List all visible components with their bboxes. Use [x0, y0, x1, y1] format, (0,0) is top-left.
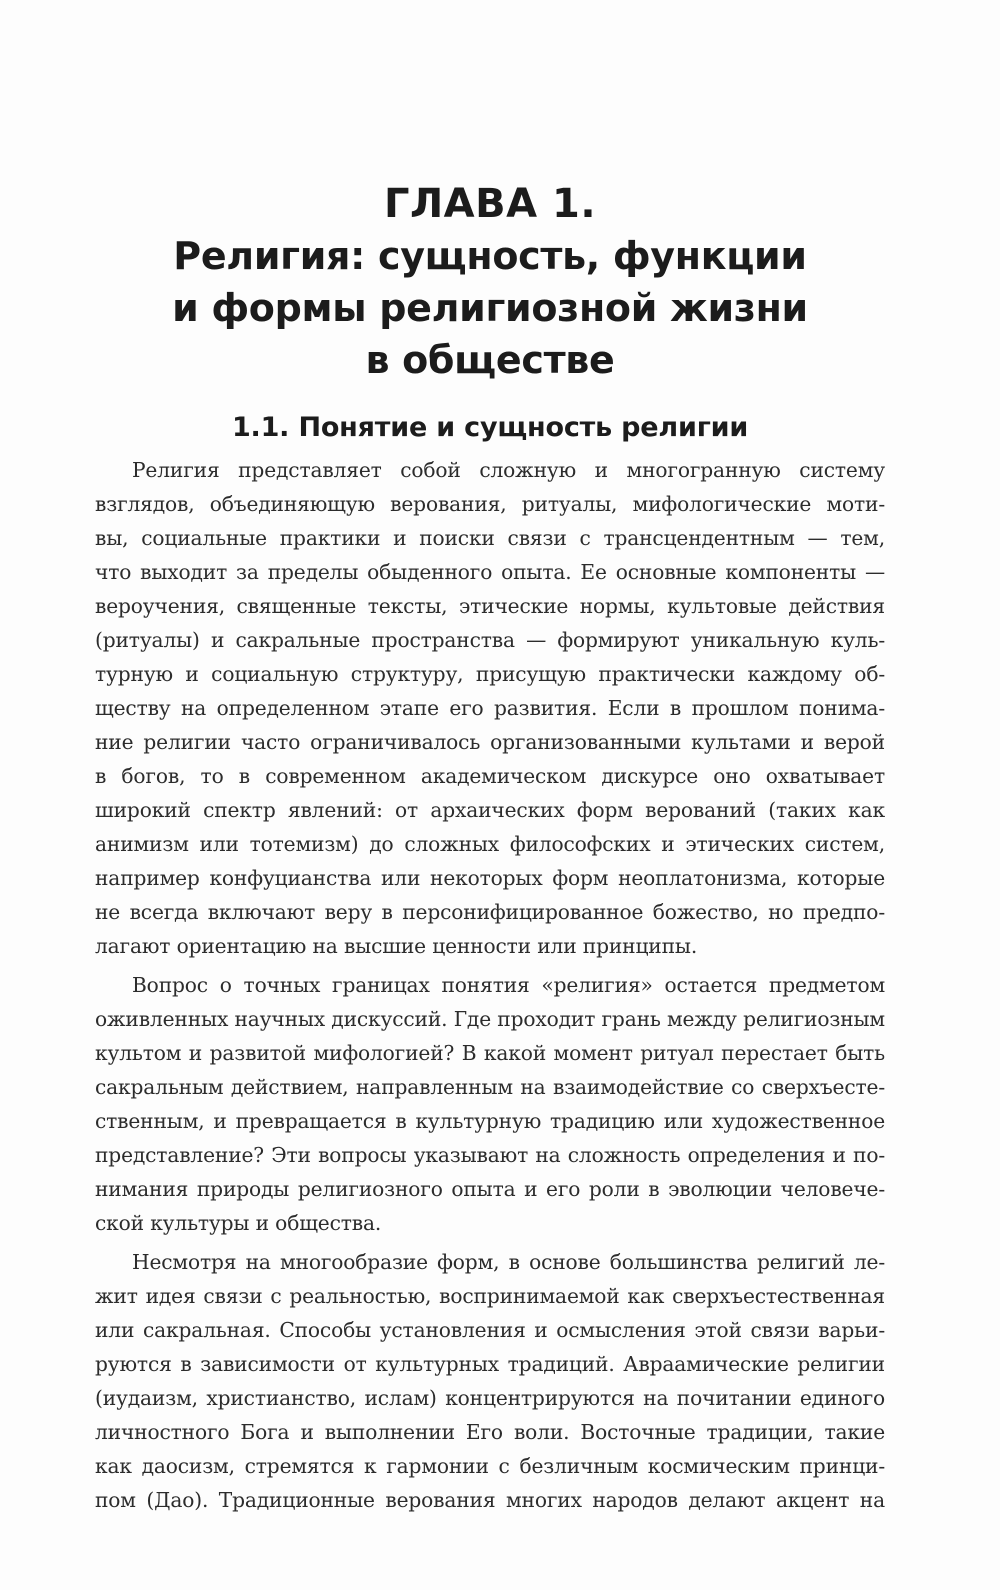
- text-line: руются в зависимости от культурных традиций. Авраамические религии: [95, 1352, 885, 1376]
- text-line: анимизм или тотемизм) до сложных философских и этических систем,: [95, 832, 885, 856]
- text-line: ственным, и превращается в культурную традицию или художественное: [95, 1109, 885, 1133]
- text-line: культом и развитой мифологией? В какой момент ритуал перестает быть: [95, 1041, 885, 1065]
- text-line: турную и социальную структуру, присущую практически каждому об-: [95, 662, 885, 686]
- text-line: что выходит за пределы обыденного опыта. Ее основные компоненты —: [95, 560, 885, 584]
- paragraph-1: [95, 453, 885, 963]
- text-line: Религия представляет собой сложную и многогранную систему: [132, 458, 885, 482]
- text-line: взглядов, объединяющую верования, ритуалы, мифологические моти-: [95, 492, 885, 516]
- text-line: лагают ориентацию на высшие ценности или принципы.: [95, 934, 698, 958]
- text-line: оживленных научных дискуссий. Где проходит грань между религиозным: [95, 1007, 885, 1031]
- text-line: вы, социальные практики и поиски связи с трансцендентным — тем,: [95, 526, 885, 550]
- text-line: ской культуры и общества.: [95, 1211, 382, 1235]
- text-line: Вопрос о точных границах понятия «религия» остается предметом: [132, 973, 885, 997]
- text-line: ние религии часто ограничивалось организованными культами и верой: [95, 730, 885, 754]
- paragraph-2: [95, 968, 885, 1240]
- text-line: Несмотря на многообразие форм, в основе большинства религий ле-: [132, 1250, 885, 1274]
- section-title: 1.1. Понятие и сущность религии: [231, 412, 749, 443]
- text-line: не всегда включают веру в персонифицированное божество, но предпо-: [95, 900, 885, 924]
- chapter-number: ГЛАВА 1.: [383, 181, 597, 227]
- text-line: ществу на определенном этапе его развития. Если в прошлом понима-: [95, 696, 885, 720]
- text-line: нимания природы религиозного опыта и его роли в эволюции человече-: [95, 1177, 885, 1201]
- text-line: например конфуцианства или некоторых форм неоплатонизма, которые: [95, 866, 885, 890]
- text-line: сакральным действием, направленным на взаимодействие со сверхъесте-: [95, 1075, 885, 1099]
- text-line: (ритуалы) и сакральные пространства — формируют уникальную куль-: [95, 628, 885, 652]
- text-line: жит идея связи с реальностью, воспринимаемой как сверхъестественная: [95, 1284, 885, 1308]
- chapter-title-line: Религия: сущность, функции: [173, 234, 807, 278]
- chapter-title-line: в обществе: [365, 338, 615, 382]
- body-text: [95, 453, 885, 1522]
- text-line: как даосизм, стремятся к гармонии с безличным космическим принци-: [95, 1454, 885, 1478]
- chapter-heading: [90, 178, 890, 386]
- text-line: вероучения, священные тексты, этические нормы, культовые действия: [95, 594, 885, 618]
- text-line: представление? Эти вопросы указывают на сложность определения и по-: [95, 1143, 885, 1167]
- paragraph-3: [95, 1245, 885, 1517]
- text-line: личностного Бога и выполнении Его воли. Восточные традиции, такие: [95, 1420, 885, 1444]
- text-line: широкий спектр явлений: от архаических форм верований (таких как: [95, 798, 885, 822]
- text-line: пом (Дао). Традиционные верования многих народов делают акцент на: [95, 1488, 885, 1512]
- text-line: в богов, то в современном академическом дискурсе оно охватывает: [95, 764, 885, 788]
- text-line: (иудаизм, христианство, ислам) концентрируются на почитании единого: [95, 1386, 885, 1410]
- chapter-title-line: и формы религиозной жизни: [172, 286, 808, 330]
- text-line: или сакральная. Способы установления и осмысления этой связи варьи-: [95, 1318, 885, 1342]
